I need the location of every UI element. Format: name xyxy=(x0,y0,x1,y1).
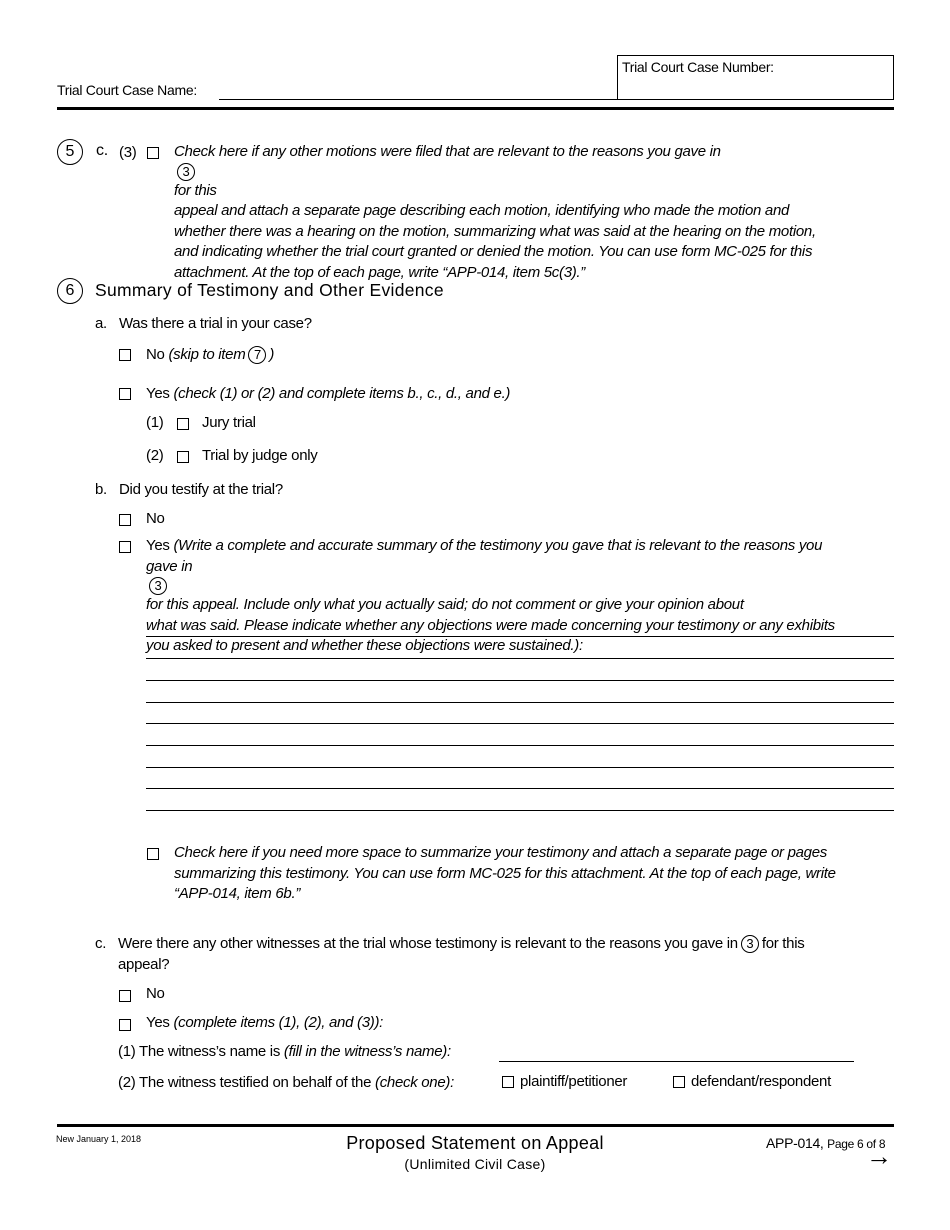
ref-circle: 7 xyxy=(248,346,266,364)
item-6a-no-option: No (skip to item 7 ) xyxy=(146,346,275,363)
item-6a-question: Was there a trial in your case? xyxy=(119,315,312,332)
item-6c-yes-option: Yes (complete items (1), (2), and (3)): xyxy=(146,1014,384,1031)
item-6c-letter: c. xyxy=(95,935,107,952)
ref-circle: 3 xyxy=(741,935,759,953)
testimony-line[interactable] xyxy=(146,702,894,703)
item-6b-question: Did you testify at the trial? xyxy=(119,481,283,498)
judge-trial-checkbox[interactable] xyxy=(177,451,189,463)
testimony-line[interactable] xyxy=(146,767,894,768)
plaintiff-label: plaintiff/petitioner xyxy=(520,1073,628,1090)
ref-circle: 3 xyxy=(149,577,167,595)
testimony-line[interactable] xyxy=(146,745,894,746)
item-6a-opt1-num: (1) xyxy=(146,414,164,431)
plaintiff-checkbox[interactable] xyxy=(502,1076,514,1088)
case-name-field[interactable] xyxy=(219,99,617,100)
item-6-number: 6 xyxy=(57,278,83,304)
case-number-box[interactable] xyxy=(617,55,894,100)
testimony-line[interactable] xyxy=(146,810,894,811)
item-6b-no-checkbox[interactable] xyxy=(119,514,131,526)
item-6b-yes-text: Yes (Write a complete and accurate summary of the testimony you gave that is relevant to the reasons you gave in 3 for this appeal. Include only what you actually said; do not comment or give your opinion about what was said. Please indicate whether any objections were made concerning your testimony or any exhibits you asked to present and whether these objections were sustained.): xyxy=(146,537,835,654)
case-name-label: Trial Court Case Name: xyxy=(57,82,197,98)
jury-trial-label: Jury trial xyxy=(202,414,256,431)
footer-rule xyxy=(57,1124,894,1127)
item-5-number: 5 xyxy=(57,139,83,165)
item-5c3-text: Check here if any other motions were filed that are relevant to the reasons you gave in 3 for this appeal and attach a separate page describing each motion, identifying who made the motion and whether there was a hearing on the motion, summarizing what was said at the hearing on the motion, and indicating whether the trial court granted or denied the motion. You can use form MC-025 for this attachment. At the top of each page, write “APP-014, item 5c(3).” xyxy=(174,143,816,281)
testimony-line[interactable] xyxy=(146,636,894,637)
item-6c-question: Were there any other witnesses at the trial whose testimony is relevant to the reasons you gave in 3 for this xyxy=(118,935,805,952)
form-subtitle: (Unlimited Civil Case) xyxy=(404,1156,546,1172)
case-number-label: Trial Court Case Number: xyxy=(622,59,774,75)
item-6b-letter: b. xyxy=(95,481,107,498)
item-6c-no-label: No xyxy=(146,985,165,1002)
judge-trial-label: Trial by judge only xyxy=(202,447,318,464)
testimony-line[interactable] xyxy=(146,680,894,681)
item-6-title: Summary of Testimony and Other Evidence xyxy=(95,280,444,300)
item-6b-yes-checkbox[interactable] xyxy=(119,541,131,553)
item-5-sub: (3) xyxy=(119,144,137,161)
item-6c-question-line2: appeal? xyxy=(118,956,170,973)
header-rule xyxy=(57,107,894,110)
item-5-letter: c. xyxy=(96,142,108,159)
ref-circle: 3 xyxy=(177,163,195,181)
form-id: APP-014, Page 6 of 8 xyxy=(766,1135,886,1151)
witness-name-field[interactable] xyxy=(499,1061,854,1062)
witness-name-row: (1) The witness’s name is (fill in the witness’s name): xyxy=(118,1043,451,1060)
revision-date: New January 1, 2018 xyxy=(56,1134,142,1144)
testimony-line[interactable] xyxy=(146,658,894,659)
item-6b-no-label: No xyxy=(146,510,165,527)
next-page-arrow-icon[interactable]: → xyxy=(866,1141,892,1171)
item-6a-opt2-num: (2) xyxy=(146,447,164,464)
form-title: Proposed Statement on Appeal xyxy=(346,1133,604,1153)
defendant-label: defendant/respondent xyxy=(691,1073,831,1090)
item-6a-no-checkbox[interactable] xyxy=(119,349,131,361)
item-6a-yes-option: Yes (check (1) or (2) and complete items b., c., d., and e.) xyxy=(146,385,511,402)
item-6a-yes-checkbox[interactable] xyxy=(119,388,131,400)
testimony-line[interactable] xyxy=(146,788,894,789)
item-6a-letter: a. xyxy=(95,315,107,332)
item-6c-no-checkbox[interactable] xyxy=(119,990,131,1002)
defendant-checkbox[interactable] xyxy=(673,1076,685,1088)
more-space-checkbox[interactable] xyxy=(147,848,159,860)
item-6c-yes-checkbox[interactable] xyxy=(119,1019,131,1031)
footer-title-block xyxy=(300,1131,650,1173)
more-space-text: Check here if you need more space to summarize your testimony and attach a separate page or pages summarizing this testimony. You can use form MC-025 for this attachment. At the top of each page, write “APP-014, item 6b.” xyxy=(174,844,836,902)
jury-trial-checkbox[interactable] xyxy=(177,418,189,430)
witness-side-row: (2) The witness testified on behalf of the (check one): xyxy=(118,1074,454,1091)
item-5c3-checkbox[interactable] xyxy=(147,147,159,159)
testimony-line[interactable] xyxy=(146,723,894,724)
